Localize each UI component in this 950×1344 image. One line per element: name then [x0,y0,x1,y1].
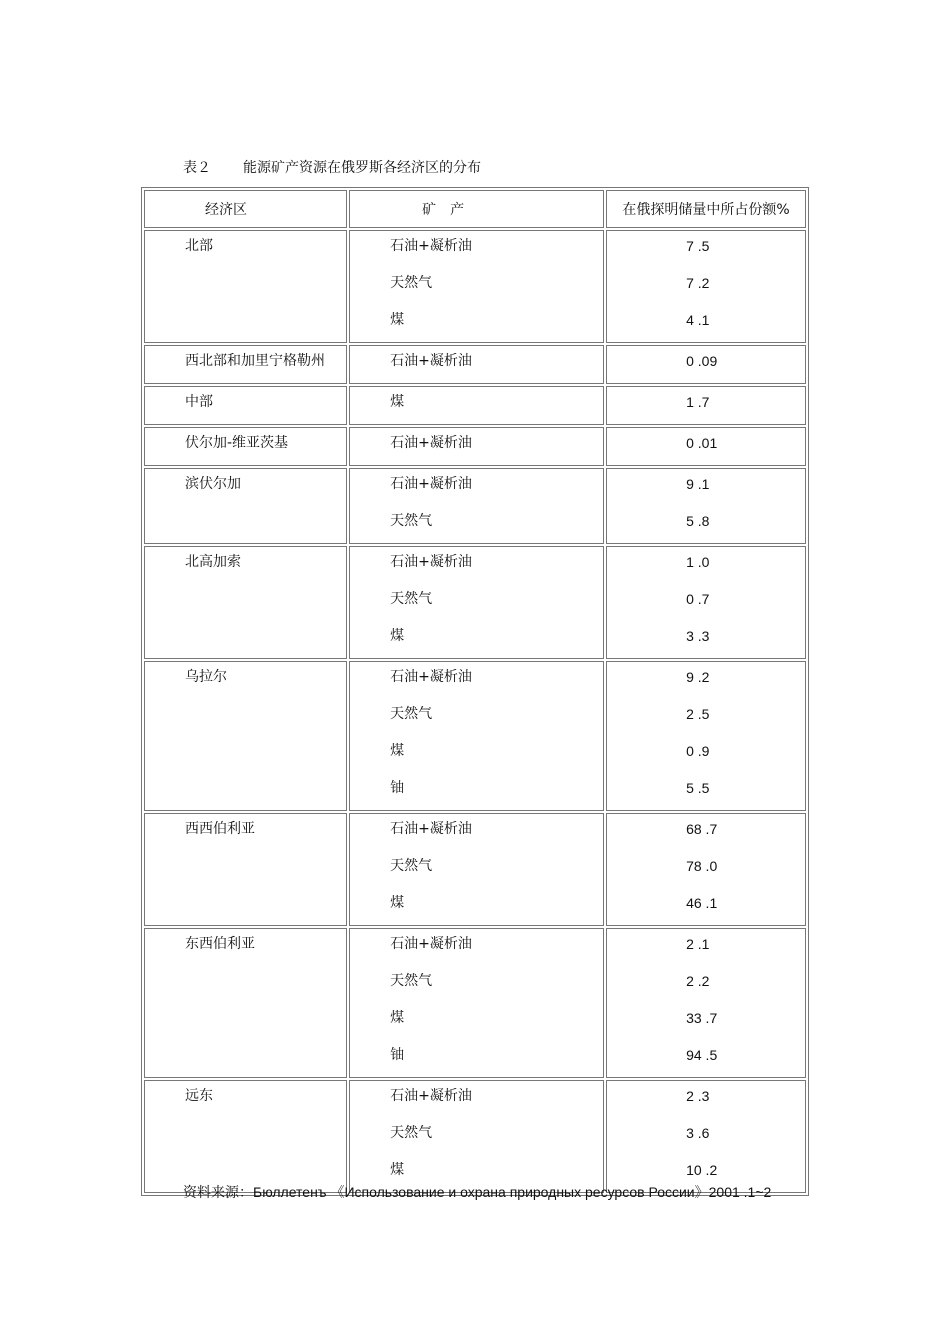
share-value: 2 .5 [686,706,710,722]
mineral-name: 煤 [390,628,405,644]
mineral-name: 铀 [390,780,405,796]
mineral-cell [349,813,604,926]
share-cell [606,345,806,384]
region-name: 西西伯利亚 [185,821,255,837]
table-row [144,427,806,466]
share-value: 78 .0 [686,858,718,874]
table-caption [183,157,481,177]
mineral-cell [349,661,604,811]
share-value: 5 .8 [686,513,710,529]
region-cell [144,546,347,659]
header-share: 在俄探明储量中所占份额% [606,190,806,228]
share-value: 5 .5 [686,780,710,796]
share-cell [606,813,806,926]
mineral-name: 天然气 [390,858,433,874]
table-row [144,813,806,926]
share-cell [606,661,806,811]
region-cell [144,928,347,1078]
region-cell [144,345,347,384]
mineral-cell [349,230,604,343]
region-cell [144,813,347,926]
table-row [144,386,806,425]
caption-title: 能源矿产资源在俄罗斯各经济区的分布 [243,160,481,176]
share-value: 7 .5 [686,238,710,254]
header-row [144,190,806,228]
mineral-cell [349,546,604,659]
mineral-name: 石油+凝析油 [390,554,472,570]
region-cell [144,427,347,466]
mineral-name: 石油+凝析油 [390,435,472,451]
share-value: 2 .2 [686,973,710,989]
region-cell [144,1080,347,1193]
header-mineral: 矿 产 [349,190,604,228]
mineral-name: 石油+凝析油 [390,936,472,952]
mineral-name: 天然气 [390,513,433,529]
mineral-name: 铀 [390,1047,405,1063]
region-cell [144,386,347,425]
table-header [144,190,806,228]
share-value: 9 .2 [686,669,710,685]
share-cell [606,427,806,466]
share-value: 4 .1 [686,312,710,328]
share-cell [606,546,806,659]
region-name: 滨伏尔加 [185,476,241,492]
mineral-name: 天然气 [390,275,433,291]
share-value: 0 .9 [686,743,710,759]
share-cell [606,928,806,1078]
region-name: 伏尔加-维亚茨基 [185,435,289,451]
mineral-cell [349,345,604,384]
share-value: 33 .7 [686,1010,718,1026]
mineral-name: 煤 [390,394,405,410]
energy-resources-table [141,187,809,1196]
share-value: 94 .5 [686,1047,718,1063]
source-note [183,1182,771,1202]
mineral-name: 石油+凝析油 [390,476,472,492]
mineral-name: 天然气 [390,1125,433,1141]
share-value: 7 .2 [686,275,710,291]
region-name: 东西伯利亚 [185,936,255,952]
share-cell [606,1080,806,1193]
share-value: 46 .1 [686,895,718,911]
share-value: 9 .1 [686,476,710,492]
share-value: 0 .7 [686,591,710,607]
table-row [144,468,806,544]
mineral-name: 煤 [390,1010,405,1026]
region-name: 远东 [185,1088,213,1104]
region-cell [144,230,347,343]
mineral-cell [349,386,604,425]
header-region: 经济区 [144,190,347,228]
region-name: 中部 [185,394,213,410]
region-name: 西北部和加里宁格勒州 [185,353,325,369]
mineral-name: 石油+凝析油 [390,821,472,837]
table-row [144,928,806,1078]
share-cell [606,230,806,343]
table-row [144,345,806,384]
region-name: 北高加索 [185,554,241,570]
mineral-name: 天然气 [390,706,433,722]
mineral-name: 天然气 [390,591,433,607]
mineral-name: 煤 [390,743,405,759]
mineral-name: 煤 [390,312,405,328]
region-name: 乌拉尔 [185,669,227,685]
table-row [144,230,806,343]
region-cell [144,661,347,811]
share-value: 2 .1 [686,936,710,952]
region-cell [144,468,347,544]
mineral-cell [349,1080,604,1193]
source-text: Бюллетенъ 《Использование и охрана природных ресурсов России》2001 .1~2 [253,1184,772,1200]
table-row [144,1080,806,1193]
mineral-name: 石油+凝析油 [390,238,472,254]
share-value: 68 .7 [686,821,718,837]
caption-number: 表２ [183,160,211,176]
table-row [144,546,806,659]
share-value: 3 .3 [686,628,710,644]
mineral-name: 煤 [390,1162,405,1178]
mineral-cell [349,427,604,466]
mineral-name: 煤 [390,895,405,911]
share-cell [606,468,806,544]
region-name: 北部 [185,238,213,254]
mineral-name: 石油+凝析油 [390,1088,472,1104]
mineral-cell [349,928,604,1078]
share-value: 1 .0 [686,554,710,570]
table-body [144,230,806,1193]
share-value: 1 .7 [686,394,710,410]
mineral-cell [349,468,604,544]
mineral-name: 石油+凝析油 [390,353,472,369]
source-label: 资料来源： [183,1185,253,1201]
share-value: 2 .3 [686,1088,710,1104]
mineral-name: 天然气 [390,973,433,989]
share-value: 10 .2 [686,1162,718,1178]
mineral-name: 石油+凝析油 [390,669,472,685]
share-cell [606,386,806,425]
share-value: 0 .01 [686,435,718,451]
table-row [144,661,806,811]
share-value: 3 .6 [686,1125,710,1141]
share-value: 0 .09 [686,353,718,369]
